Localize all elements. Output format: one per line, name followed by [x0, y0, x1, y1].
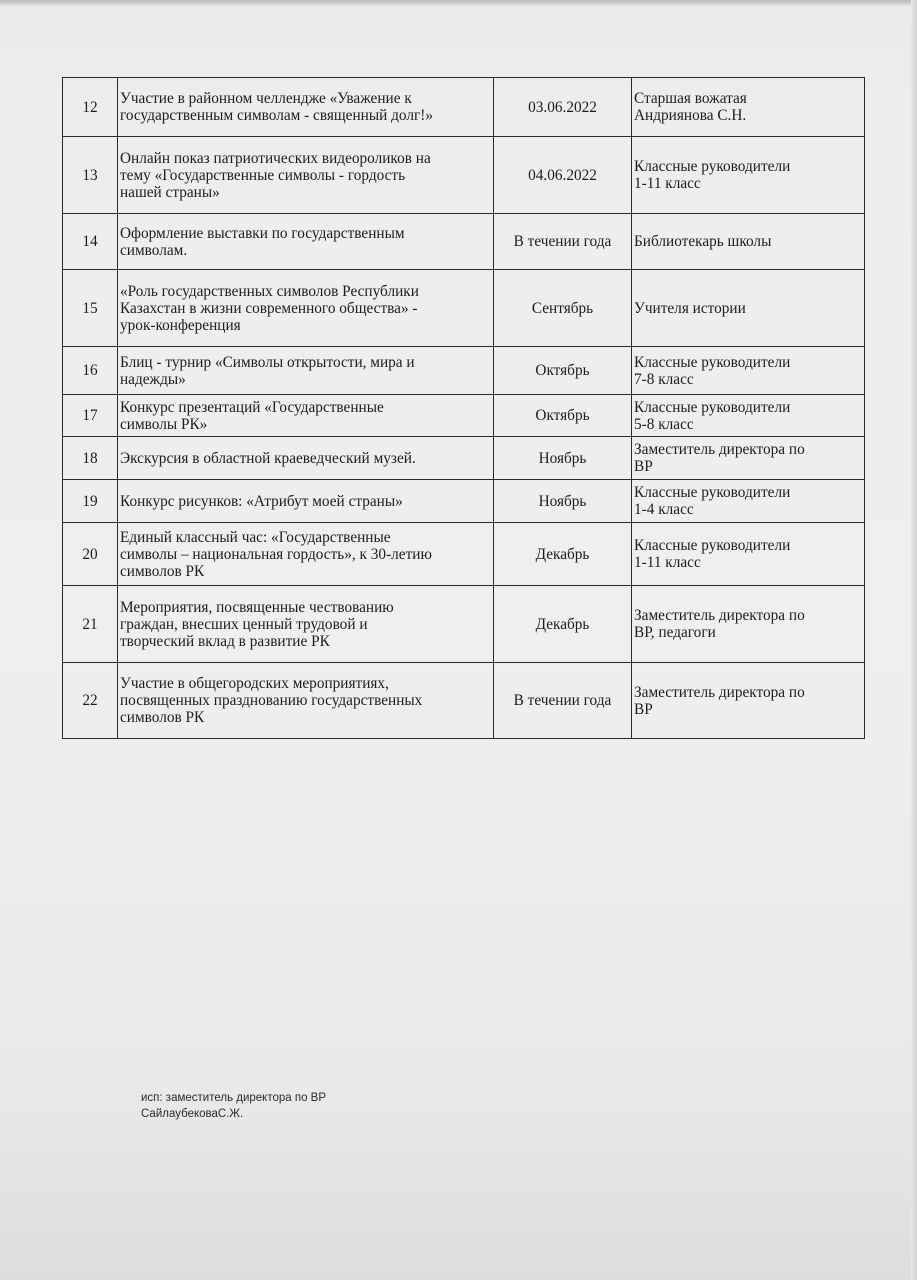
row-number: 22	[63, 663, 118, 739]
event-description: Оформление выставки по государственным символам.	[118, 214, 494, 270]
event-date: В течении года	[494, 214, 632, 270]
signature-name: СайлаубековаС.Ж.	[141, 1108, 244, 1120]
row-number: 18	[63, 437, 118, 480]
responsible-person: Учителя истории	[632, 270, 865, 347]
row-number: 16	[63, 347, 118, 395]
responsible-person: Классные руководители 1-11 класс	[632, 523, 865, 586]
event-description: Конкурс рисунков: «Атрибут моей страны»	[118, 480, 494, 523]
responsible-person: Старшая вожатая Андриянова С.Н.	[632, 78, 865, 137]
event-description: «Роль государственных символов Республики Казахстан в жизни современного общества» - урок-конференция	[118, 270, 494, 347]
row-number: 20	[63, 523, 118, 586]
row-number: 12	[63, 78, 118, 137]
table-row	[63, 78, 865, 137]
row-number: 17	[63, 395, 118, 437]
row-number: 19	[63, 480, 118, 523]
responsible-person: Библиотекарь школы	[632, 214, 865, 270]
event-description: Участие в общегородских мероприятиях, посвященных празднованию государственных символов РК	[118, 663, 494, 739]
table-row	[63, 347, 865, 395]
event-description: Конкурс презентаций «Государственные символы РК»	[118, 395, 494, 437]
table-row	[63, 214, 865, 270]
responsible-person: Классные руководители 5-8 класс	[632, 395, 865, 437]
row-number: 14	[63, 214, 118, 270]
row-number: 21	[63, 586, 118, 663]
signature-block	[141, 1090, 326, 1122]
responsible-person: Заместитель директора по ВР, педагоги	[632, 586, 865, 663]
responsible-person: Заместитель директора по ВР	[632, 663, 865, 739]
page-top-fold	[0, 0, 917, 6]
event-date: Октябрь	[494, 347, 632, 395]
event-description: Блиц - турнир «Символы открытости, мира и надежды»	[118, 347, 494, 395]
table-row	[63, 586, 865, 663]
table-row	[63, 395, 865, 437]
responsible-person: Классные руководители 7-8 класс	[632, 347, 865, 395]
event-description: Экскурсия в областной краеведческий музей.	[118, 437, 494, 480]
table-row	[63, 523, 865, 586]
event-date: 04.06.2022	[494, 137, 632, 214]
table-row	[63, 437, 865, 480]
event-description: Онлайн показ патриотических видеороликов на тему «Государственные символы - гордость нашей страны»	[118, 137, 494, 214]
signature-position: исп: заместитель директора по ВР	[141, 1092, 327, 1104]
responsible-person: Классные руководители 1-4 класс	[632, 480, 865, 523]
event-date: Декабрь	[494, 586, 632, 663]
event-date: Декабрь	[494, 523, 632, 586]
event-date: Сентябрь	[494, 270, 632, 347]
table-row	[63, 270, 865, 347]
row-number: 13	[63, 137, 118, 214]
responsible-person: Заместитель директора по ВР	[632, 437, 865, 480]
row-number: 15	[63, 270, 118, 347]
events-table	[62, 77, 865, 739]
table-row	[63, 137, 865, 214]
event-date: Октябрь	[494, 395, 632, 437]
table-row	[63, 480, 865, 523]
event-description: Участие в районном челлендже «Уважение к государственным символам - священный долг!»	[118, 78, 494, 137]
table-row	[63, 663, 865, 739]
event-date: В течении года	[494, 663, 632, 739]
event-date: Ноябрь	[494, 480, 632, 523]
event-description: Мероприятия, посвященные чествованию граждан, внесших ценный трудовой и творческий вклад в развитие РК	[118, 586, 494, 663]
responsible-person: Классные руководители 1-11 класс	[632, 137, 865, 214]
event-date: 03.06.2022	[494, 78, 632, 137]
event-description: Единый классный час: «Государственные символы – национальная гордость», к 30-летию символов РК	[118, 523, 494, 586]
event-date: Ноябрь	[494, 437, 632, 480]
page-right-edge	[911, 0, 917, 1280]
